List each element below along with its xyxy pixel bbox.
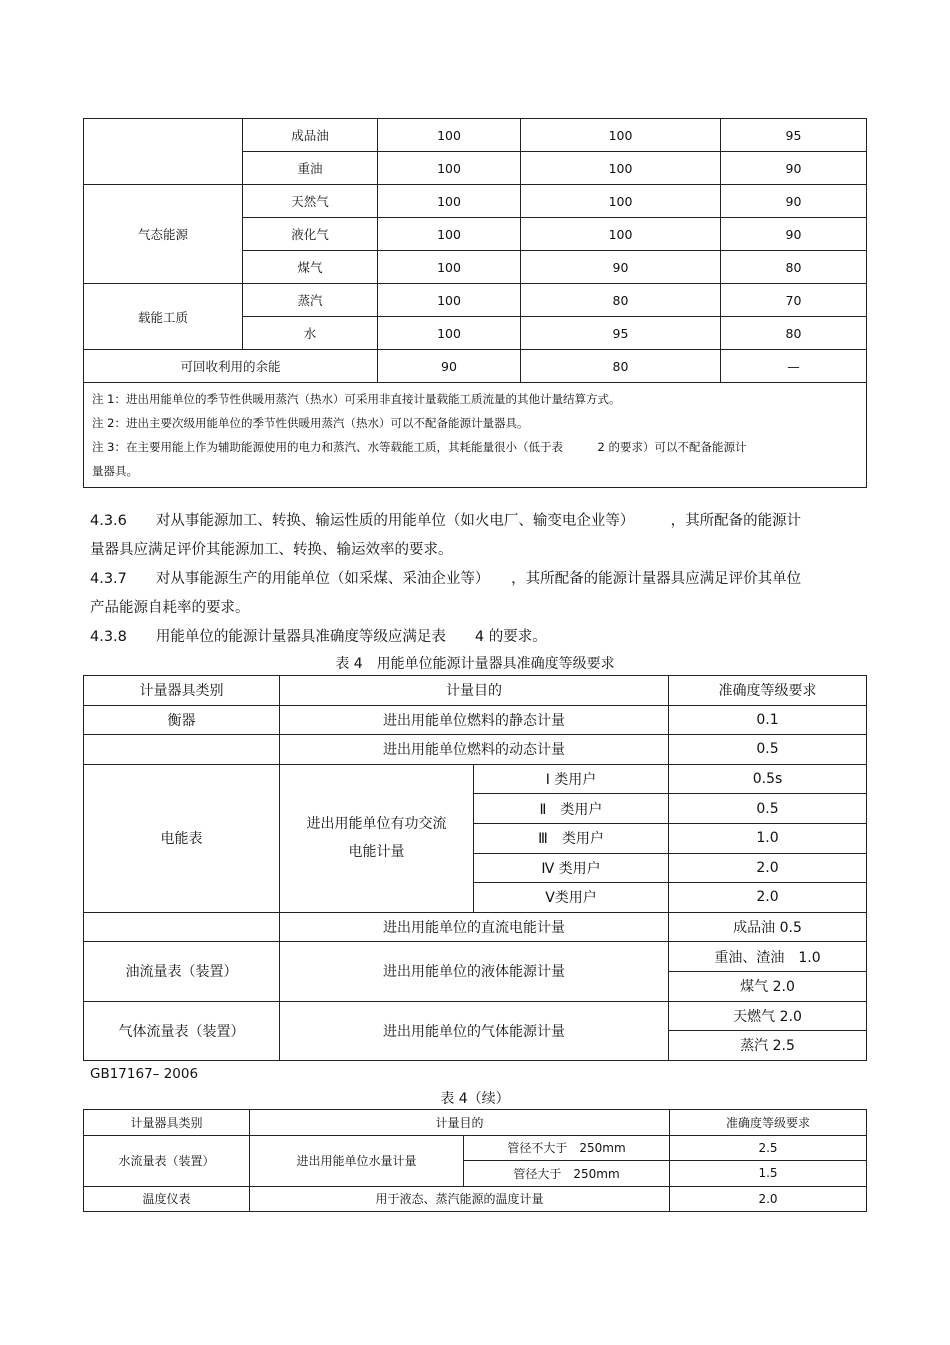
category-cell: 温度仪表 bbox=[84, 1186, 250, 1212]
purpose-cell: 进出用能单位的气体能源计量 bbox=[280, 1001, 669, 1060]
column-header: 计量器具类别 bbox=[84, 1110, 250, 1136]
category-cell bbox=[84, 735, 280, 765]
value-cell: 90 bbox=[521, 251, 721, 284]
value-cell: — bbox=[721, 350, 867, 383]
value-cell: 100 bbox=[378, 284, 521, 317]
type-cell: 煤气 bbox=[243, 251, 378, 284]
value-cell: 95 bbox=[521, 317, 721, 350]
value-cell: 100 bbox=[521, 185, 721, 218]
table-row bbox=[84, 705, 867, 735]
purpose-line: 电能计量 bbox=[348, 844, 405, 861]
purpose-cell bbox=[280, 764, 474, 912]
value-cell: 80 bbox=[721, 317, 867, 350]
table-header-row bbox=[84, 676, 867, 706]
table-caption: 表 4 用能单位能源计量器具准确度等级要求 bbox=[335, 656, 615, 672]
type-cell: 液化气 bbox=[243, 218, 378, 251]
table-note: 注 3：在主要用能上作为辅助能源使用的电力和蒸汽、水等载能工质，其耗能量很小（低于表 2 的要求）可以不配备能源计 bbox=[84, 435, 867, 459]
category-cell: 气体流量表（装置） bbox=[84, 1001, 280, 1060]
value-cell: 90 bbox=[378, 350, 521, 383]
value-cell: 100 bbox=[378, 119, 521, 152]
user-class-cell: Ⅰ 类用户 bbox=[474, 764, 669, 794]
accuracy-table-continued bbox=[83, 1109, 867, 1212]
paragraph-4-3-8: 4.3.8 用能单位的能源计量器具准确度等级应满足表 4 的要求。 bbox=[90, 629, 547, 645]
value-cell: 100 bbox=[521, 119, 721, 152]
purpose-line: 进出用能单位有功交流 bbox=[306, 816, 447, 833]
sub-condition-cell: 管径大于 250mm bbox=[464, 1161, 670, 1187]
category-cell: 载能工质 bbox=[84, 284, 243, 350]
value-cell: 90 bbox=[721, 185, 867, 218]
paragraph-4-3-7-cont: 产品能源自耗率的要求。 bbox=[90, 600, 250, 616]
value-cell: 90 bbox=[721, 218, 867, 251]
table-note: 量器具。 bbox=[84, 459, 867, 488]
value-cell: 100 bbox=[378, 218, 521, 251]
grade-cell: 重油、渣油 1.0 bbox=[669, 942, 867, 972]
grade-cell: 成品油 0.5 bbox=[669, 912, 867, 942]
grade-cell: 2.0 bbox=[669, 853, 867, 883]
value-cell: 100 bbox=[378, 251, 521, 284]
category-cell bbox=[84, 119, 243, 185]
purpose-cell: 用于液态、蒸汽能源的温度计量 bbox=[250, 1186, 670, 1212]
table-row bbox=[84, 119, 867, 152]
user-class-cell: Ⅱ 类用户 bbox=[474, 794, 669, 824]
table-row bbox=[84, 735, 867, 765]
category-cell: 水流量表（装置） bbox=[84, 1135, 250, 1186]
column-header: 计量目的 bbox=[250, 1110, 670, 1136]
grade-cell: 1.5 bbox=[670, 1161, 867, 1187]
column-header: 计量目的 bbox=[280, 676, 669, 706]
type-cell: 天然气 bbox=[243, 185, 378, 218]
value-cell: 100 bbox=[378, 317, 521, 350]
value-cell: 100 bbox=[521, 152, 721, 185]
purpose-cell: 进出用能单位的直流电能计量 bbox=[280, 912, 669, 942]
table-row bbox=[84, 185, 867, 218]
paragraph-4-3-7: 4.3.7 对从事能源生产的用能单位（如采煤、采油企业等） ，其所配备的能源计量器具应满足评价其单位 bbox=[90, 571, 802, 587]
purpose-cell: 进出用能单位的液体能源计量 bbox=[280, 942, 669, 1001]
grade-cell: 0.5 bbox=[669, 735, 867, 765]
value-cell: 90 bbox=[721, 152, 867, 185]
table-row bbox=[84, 1135, 867, 1161]
table-row bbox=[84, 1186, 867, 1212]
purpose-cell: 进出用能单位水量计量 bbox=[250, 1135, 464, 1186]
column-header: 计量器具类别 bbox=[84, 676, 280, 706]
grade-cell: 2.5 bbox=[670, 1135, 867, 1161]
column-header: 准确度等级要求 bbox=[669, 676, 867, 706]
grade-cell: 天燃气 2.0 bbox=[669, 1001, 867, 1031]
table-header-row bbox=[84, 1110, 867, 1136]
purpose-cell: 进出用能单位燃料的动态计量 bbox=[280, 735, 669, 765]
type-cell: 水 bbox=[243, 317, 378, 350]
value-cell: 100 bbox=[378, 185, 521, 218]
table-row bbox=[84, 350, 867, 383]
value-cell: 100 bbox=[378, 152, 521, 185]
table-row bbox=[84, 912, 867, 942]
category-cell: 衡器 bbox=[84, 705, 280, 735]
table-note: 注 1：进出用能单位的季节性供暖用蒸汽（热水）可采用非直接计量载能工质流量的其他计量结算方式。 bbox=[84, 383, 867, 412]
grade-cell: 0.1 bbox=[669, 705, 867, 735]
column-header: 准确度等级要求 bbox=[670, 1110, 867, 1136]
type-cell: 重油 bbox=[243, 152, 378, 185]
table-row bbox=[84, 764, 867, 794]
value-cell: 70 bbox=[721, 284, 867, 317]
energy-ratio-table bbox=[83, 118, 867, 488]
user-class-cell: Ⅴ类用户 bbox=[474, 883, 669, 913]
user-class-cell: Ⅳ 类用户 bbox=[474, 853, 669, 883]
grade-cell: 0.5 bbox=[669, 794, 867, 824]
value-cell: 95 bbox=[721, 119, 867, 152]
category-cell: 气态能源 bbox=[84, 185, 243, 284]
category-cell: 电能表 bbox=[84, 764, 280, 912]
sub-condition-cell: 管径不大于 250mm bbox=[464, 1135, 670, 1161]
table-note: 注 2：进出主要次级用能单位的季节性供暖用蒸汽（热水）可以不配备能源计量器具。 bbox=[84, 411, 867, 435]
type-cell: 成品油 bbox=[243, 119, 378, 152]
table-caption-continued: 表 4（续） bbox=[440, 1091, 510, 1107]
value-cell: 80 bbox=[521, 350, 721, 383]
category-cell: 油流量表（装置） bbox=[84, 942, 280, 1001]
type-cell: 蒸汽 bbox=[243, 284, 378, 317]
user-class-cell: Ⅲ 类用户 bbox=[474, 823, 669, 853]
table-row bbox=[84, 284, 867, 317]
grade-cell: 1.0 bbox=[669, 823, 867, 853]
grade-cell: 蒸汽 2.5 bbox=[669, 1031, 867, 1061]
value-cell: 100 bbox=[521, 218, 721, 251]
grade-cell: 0.5s bbox=[669, 764, 867, 794]
purpose-cell: 进出用能单位燃料的静态计量 bbox=[280, 705, 669, 735]
table-row bbox=[84, 1001, 867, 1031]
table-row bbox=[84, 942, 867, 972]
accuracy-table bbox=[83, 675, 867, 1061]
standard-number: GB17167– 2006 bbox=[90, 1066, 199, 1082]
paragraph-4-3-6: 4.3.6 对从事能源加工、转换、输运性质的用能单位（如火电厂、输变电企业等） ，其所配备的能源计 bbox=[90, 513, 802, 529]
category-cell bbox=[84, 912, 280, 942]
value-cell: 80 bbox=[721, 251, 867, 284]
grade-cell: 2.0 bbox=[670, 1186, 867, 1212]
grade-cell: 煤气 2.0 bbox=[669, 971, 867, 1001]
grade-cell: 2.0 bbox=[669, 883, 867, 913]
paragraph-4-3-6-cont: 量器具应满足评价其能源加工、转换、输运效率的要求。 bbox=[90, 542, 453, 558]
value-cell: 80 bbox=[521, 284, 721, 317]
type-cell: 可回收利用的余能 bbox=[84, 350, 378, 383]
